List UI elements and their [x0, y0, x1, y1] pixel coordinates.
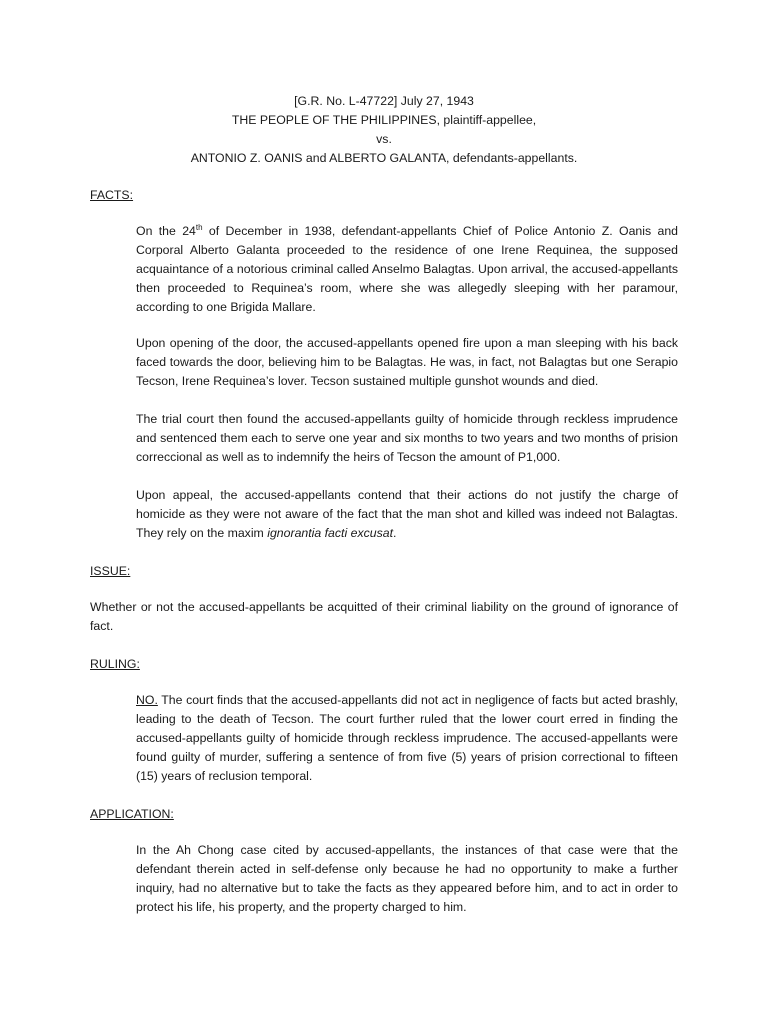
application-heading: APPLICATION:: [90, 807, 174, 821]
facts-p1-rest: of December in 1938, defendant-appellants Chief of Police Antonio Z. Oanis and Corporal Alberto Galanta proceeded to the residence of one Irene Requinea, the supposed acquaintance of a notorious criminal called Anselmo Balagtas. Upon arrival, the accused-appellants then proceeded to Requinea’s room, where she was allegedly sleeping with her paramour, according to one Brigida Mallare.: [136, 224, 679, 314]
ruling-paragraph: [136, 691, 678, 786]
plaintiff-line: THE PEOPLE OF THE PHILIPPINES, plaintiff-appellee,: [231, 113, 537, 127]
facts-p1-start: On the 24: [136, 224, 196, 238]
ruling-answer: NO.: [136, 693, 158, 707]
facts-p4-start: Upon appeal, the accused-appellants contend that their actions do not justify the charge of homicide as they were not aware of the fact that the man shot and killed was indeed not Balagtas. They rely on the maxim: [136, 488, 678, 540]
defendants-line: ANTONIO Z. OANIS and ALBERTO GALANTA, defendants-appellants.: [190, 151, 578, 165]
versus-line: vs.: [376, 132, 392, 146]
facts-heading: FACTS:: [90, 188, 134, 202]
facts-p4-maxim: ignorantia facti excusat: [267, 526, 393, 540]
facts-paragraph-3: The trial court then found the accused-appellants guilty of homicide through reckless imprudence and sentenced them each to serve one year and six months to two years and two months of prision correccional as well as to indemnify the heirs of Tecson the amount of P1,000.: [136, 412, 678, 464]
application-paragraph: In the Ah Chong case cited by accused-appellants, the instances of that case were that the defendant therein acted in self-defense only because he had no opportunity to make a further inquiry, had no alternative but to take the facts as they appeared before him, and to act in order to protect his life, his property, and the property charged to him.: [136, 843, 678, 914]
issue-paragraph: Whether or not the accused-appellants be acquitted of their criminal liability on the ground of ignorance of fact.: [90, 600, 678, 633]
case-number-date: [G.R. No. L-47722] July 27, 1943: [294, 94, 474, 108]
facts-p4-end: .: [393, 526, 397, 540]
facts-paragraph-4: [136, 486, 678, 543]
facts-p1-superscript: th: [195, 222, 203, 232]
case-caption: [0, 92, 768, 168]
facts-paragraph-1: [136, 222, 678, 317]
issue-heading: ISSUE:: [90, 564, 131, 578]
ruling-text: The court finds that the accused-appellants did not act in negligence of facts but acted brashly, leading to the death of Tecson. The court further ruled that the lower court erred in finding the accused-appellants guilty of homicide through reckless imprudence. The accused-appellants were found guilty of murder, suffering a sentence of from five (5) years of prision correctional to fifteen (15) years of reclusion temporal.: [136, 693, 678, 783]
facts-paragraph-2: Upon opening of the door, the accused-appellants opened fire upon a man sleeping with his back faced towards the door, believing him to be Balagtas. He was, in fact, not Balagtas but one Serapio Tecson, Irene Requinea’s lover. Tecson sustained multiple gunshot wounds and died.: [136, 336, 678, 388]
ruling-heading: RULING:: [90, 657, 140, 671]
